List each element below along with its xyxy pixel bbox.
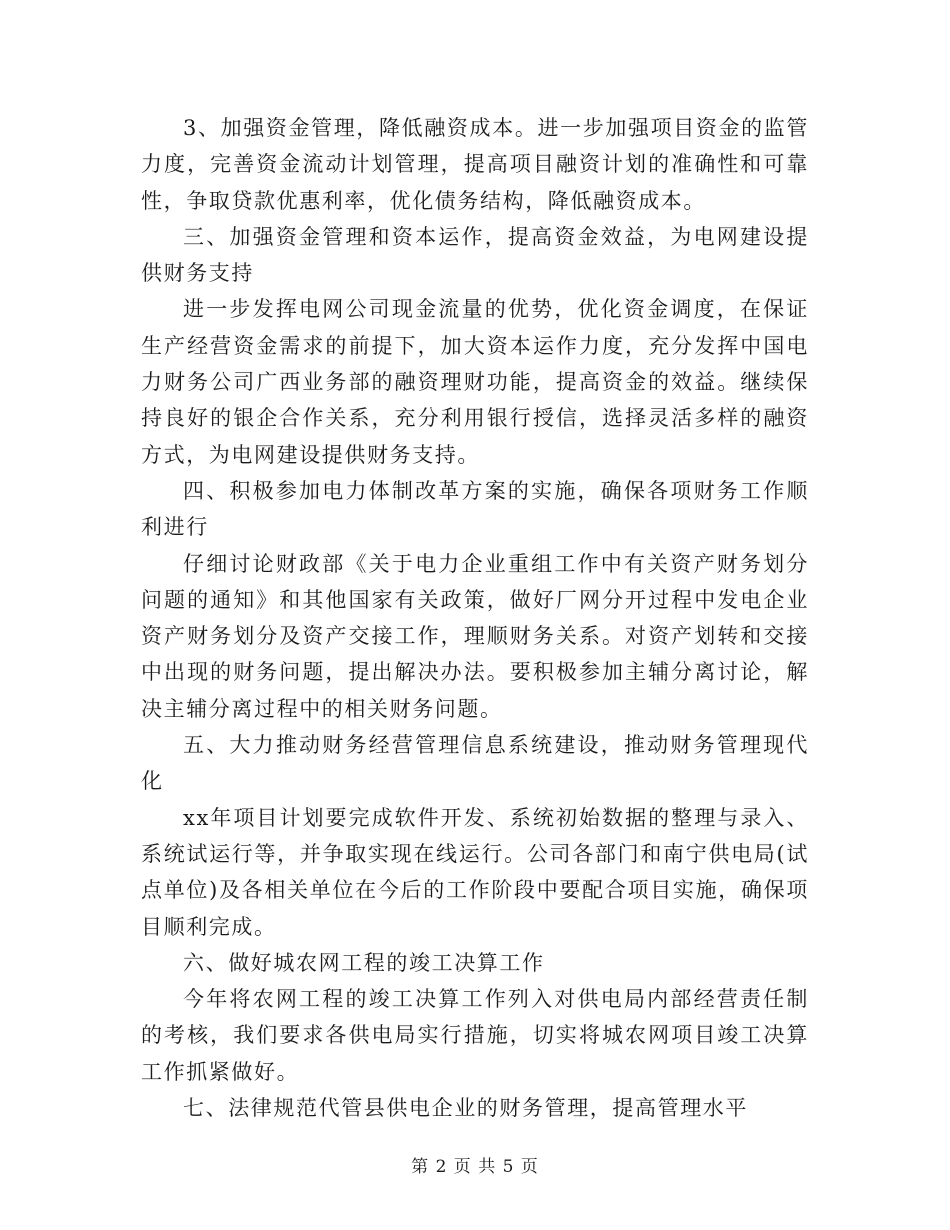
paragraph-information-system: xx年项目计划要完成软件开发、系统初始数据的整理与录入、系统试运行等，并争取实现在线运行。公司各部门和南宁供电局(试点单位)及各相关单位在今后的工作阶段中要配合项目实施，确保项目顺利完成。 — [141, 805, 809, 939]
paragraph-cash-flow: 进一步发挥电网公司现金流量的优势，优化资金调度，在保证生产经营资金需求的前提下，加大资本运作力度，充分发挥中国电力财务公司广西业务部的融资理财功能，提高资金的效益。继续保持良好的银企合作关系，充分利用银行授信，选择灵活多样的融资方式，为电网建设提供财务支持。 — [141, 297, 809, 467]
heading-section-five: 五、大力推动财务经营管理信息系统建设，推动财务管理现代化 — [141, 733, 809, 794]
heading-section-three: 三、加强资金管理和资本运作，提高资金效益，为电网建设提供财务支持 — [141, 224, 809, 286]
paragraph-final-accounts: 今年将农网工程的竣工决算工作列入对供电局内部经营责任制的考核，我们要求各供电局实行措施，切实将城农网项目竣工决算工作抓紧做好。 — [141, 987, 809, 1084]
heading-section-seven: 七、法律规范代管县供电企业的财务管理，提高管理水平 — [183, 1096, 748, 1121]
paragraph-funds-management: 3、加强资金管理，降低融资成本。进一步加强项目资金的监管力度，完善资金流动计划管理，提高项目融资计划的准确性和可靠性，争取贷款优惠利率，优化债务结构，降低融资成本。 — [141, 116, 809, 213]
page-number-footer: 第 2 页 共 5 页 — [411, 1157, 539, 1177]
heading-section-six: 六、做好城农网工程的竣工决算工作 — [183, 950, 545, 975]
paragraph-restructuring: 仔细讨论财政部《关于电力企业重组工作中有关资产财务划分问题的通知》和其他国家有关政策，做好厂网分开过程中发电企业资产财务划分及资产交接工作，理顺财务关系。对资产划转和交接中出现的财务问题，提出解决办法。要积极参加主辅分离讨论，解决主辅分离过程中的相关财务问题。 — [141, 551, 809, 721]
document-body — [141, 110, 809, 1126]
heading-section-four: 四、积极参加电力体制改革方案的实施，确保各项财务工作顺利进行 — [141, 478, 809, 540]
